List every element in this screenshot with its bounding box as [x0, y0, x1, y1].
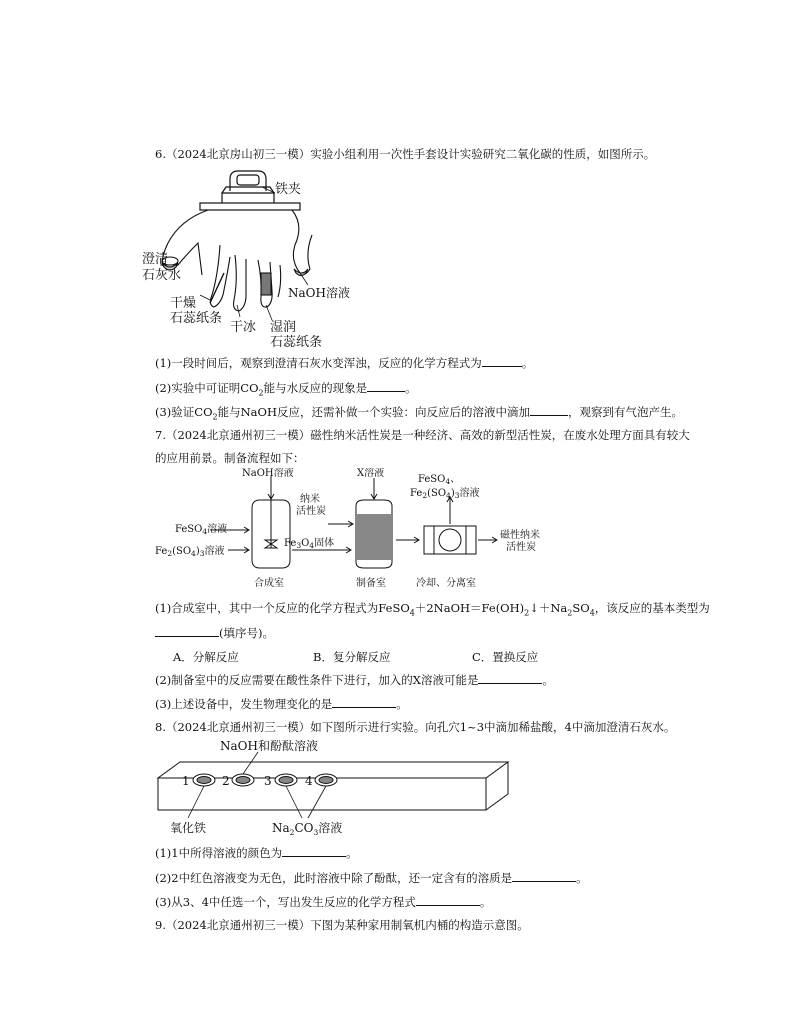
label-limewater-1: 澄清 — [142, 252, 169, 267]
label-na2co3: $Na_2CO_3$溶液 — [272, 821, 343, 837]
q7-sub1-cont: (填序号)。 — [155, 625, 274, 641]
answer-blank[interactable] — [282, 845, 346, 857]
q8-sub2: (2)2中红色溶液变为无色，此时溶液中除了酚酞，还一定含有的溶质是 。 — [155, 871, 588, 885]
answer-blank[interactable] — [367, 380, 405, 392]
label-out-fe2so43: $Fe_2(SO_4)_3$溶液 — [410, 488, 480, 500]
q7-option-c[interactable]: C．置换反应 — [472, 650, 539, 664]
answer-blank[interactable] — [478, 672, 542, 684]
label-limewater-2: 石灰水 — [142, 268, 182, 283]
answer-blank[interactable] — [332, 696, 396, 708]
q7-sub3: (3)上述设备中，发生物理变化的是 。 — [155, 697, 408, 711]
label-nano-1: 纳米 — [300, 494, 320, 505]
q6-sub1: (1)一段时间后，观察到澄清石灰水变浑浊，反应的化学方程式为 。 — [155, 356, 534, 370]
q6-sub3: (3)验证$CO_2$能与NaOH反应，还需补做一个实验：向反应后的溶液中滴加 ，观察到有气泡产生。 — [155, 405, 683, 422]
answer-blank[interactable] — [155, 625, 219, 637]
label-dry-ice: 干冰 — [230, 320, 257, 335]
label-iron-clip: 铁夹 — [275, 182, 302, 197]
answer-blank[interactable] — [416, 894, 480, 906]
label-well-4: 4 — [305, 774, 313, 788]
label-naoh: NaOH溶液 — [242, 468, 294, 479]
label-wet-2: 石蕊纸条 — [270, 335, 323, 350]
q8-sub1: (1)1中所得溶液的颜色为 。 — [155, 846, 358, 860]
label-dry-2: 石蕊纸条 — [170, 311, 223, 326]
label-well-1: 1 — [182, 774, 190, 788]
label-product-1: 磁性纳米 — [500, 530, 540, 541]
q7-stem-line1: 7.（2024北京通州初三一模）磁性纳米活性炭是一种经济、高效的新型活性炭，在废水处理方面具有较大 — [155, 428, 690, 442]
label-wet-1: 湿润 — [270, 320, 297, 335]
answer-blank[interactable] — [530, 404, 568, 416]
q9-stem: 9.（2024北京通州初三一模）下图为某种家用制氧机内桶的构造示意图。 — [155, 918, 529, 932]
label-fe2so43: $Fe_2(SO_4)_3$溶液 — [155, 546, 225, 558]
q7-option-b[interactable]: B．复分解反应 — [313, 650, 391, 664]
q7-option-a[interactable]: A．分解反应 — [173, 650, 239, 664]
q8-sub3: (3)从3、4中任选一个，写出发生反应的化学方程式 。 — [155, 895, 492, 909]
q6-stem: 6.（2024北京房山初三一模）实验小组利用一次性手套设计实验研究二氧化碳的性质，如图所示。 — [155, 147, 656, 161]
label-room-preparation: 制备室 — [356, 578, 386, 589]
label-feso4: FeSO$_4$溶液 — [175, 524, 228, 536]
label-dry-1: 干燥 — [170, 296, 197, 311]
separation-unit — [424, 526, 476, 554]
q6-sub2: (2)实验中可证明$CO_2$能与水反应的现象是 。 — [155, 381, 417, 398]
label-iron-oxide: 氧化铁 — [170, 821, 207, 835]
label-naoh-solution: NaOH溶液 — [288, 286, 350, 300]
q7-flow-figure — [150, 468, 570, 596]
label-x-solution: X溶液 — [357, 468, 385, 479]
q7-stem-line2: 的应用前景。制备流程如下： — [155, 451, 305, 465]
q7-sub1: (1)合成室中，其中一个反应的化学方程式为$FeSO_4+2NaOH=Fe(OH)_2↓+Na_2SO_4$，该反应的基本类型为 — [155, 601, 710, 618]
answer-blank[interactable] — [482, 355, 522, 367]
label-naoh-phenolphthalein: NaOH和酚酞溶液 — [220, 739, 318, 753]
label-well-2: 2 — [222, 774, 230, 788]
q8-well-plate-figure — [150, 736, 530, 844]
label-fe3o4: $Fe_3O_4$固体 — [284, 538, 335, 550]
label-nano-2: 活性炭 — [296, 506, 326, 517]
answer-blank[interactable] — [512, 870, 576, 882]
label-product-2: 活性炭 — [506, 542, 536, 553]
label-well-3: 3 — [264, 774, 272, 788]
q8-stem: 8.（2024北京通州初三一模）如下图所示进行实验。向孔穴1~3中滴加稀盐酸，4中滴加澄清石灰水。 — [155, 720, 676, 734]
label-room-synthesis: 合成室 — [254, 578, 284, 589]
q6-glove-figure — [140, 165, 370, 350]
q7-sub2: (2)制备室中的反应需要在酸性条件下进行，加入的X溶液可能是 。 — [155, 673, 554, 687]
label-room-separation: 冷却、分离室 — [416, 578, 476, 589]
label-out-feso4: FeSO$_4$、 — [418, 474, 461, 486]
